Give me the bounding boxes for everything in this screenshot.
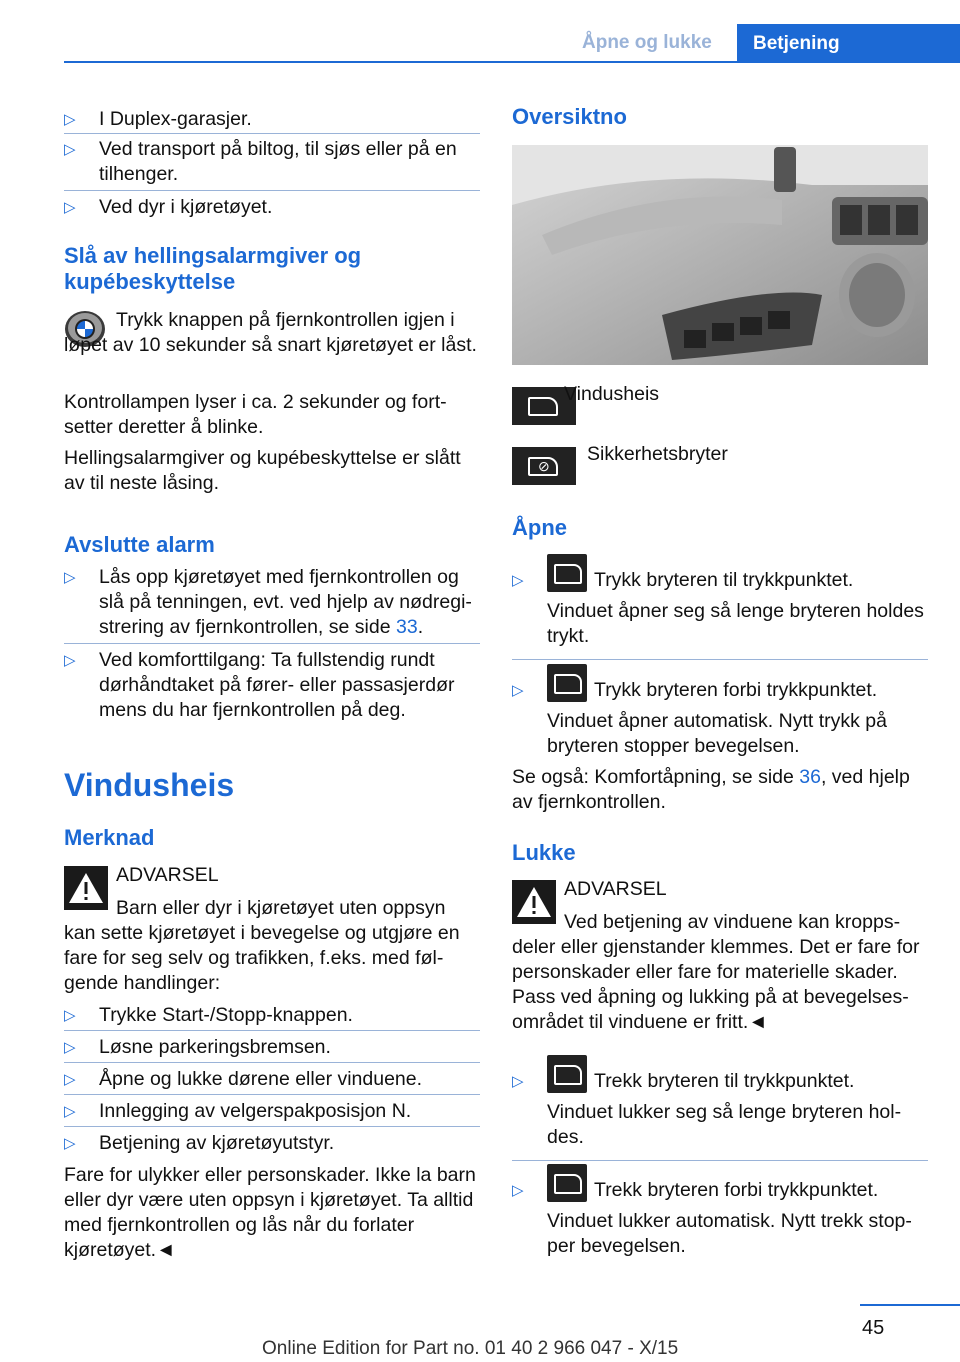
heading-tilt-alarm: Slå av hellingsalarmgiver og kupébeskyttelse: [64, 243, 362, 294]
list-item-text: Trykk bryteren til trykkpunktet.: [594, 569, 854, 591]
window-switch-icon: [547, 1164, 587, 1202]
list-item-text: Vinduet åpner automatisk. Nytt trykk på bryteren stopper bevegelsen.: [547, 710, 887, 757]
window-switch-icon: [547, 554, 587, 592]
triangle-bullet-icon: ▷: [64, 1103, 76, 1120]
page-number: 45: [862, 1317, 885, 1339]
tab-label: Betjening: [753, 33, 840, 54]
list-item-text: Åpne og lukke dørene eller vinduene.: [99, 1068, 423, 1090]
warning-conclusion: Fare for ulykker eller personskader. Ikke la barn eller dyr være uten oppsyn i kjøretøyet. Ta alltid med fjernkontrollen og lås når du forlater kjøretøyet.◄: [64, 1164, 476, 1261]
divider: [64, 1062, 480, 1063]
triangle-bullet-icon: ▷: [512, 1182, 524, 1199]
list-item-text: Ved dyr i kjøretøyet.: [99, 196, 273, 218]
triangle-bullet-icon: ▷: [512, 572, 524, 589]
page-link[interactable]: 36: [799, 766, 821, 788]
legend-label: Vindusheis: [564, 383, 660, 405]
page-link[interactable]: 33: [395, 616, 418, 638]
triangle-bullet-icon: ▷: [64, 1071, 76, 1088]
heading-overview: Oversiktno: [512, 104, 627, 129]
list-item-text: Trykke Start-/Stopp-knappen.: [99, 1004, 353, 1026]
list-item-text: Vinduet åpner seg så lenge bryteren holdes trykt.: [547, 600, 924, 647]
paragraph: Trykk knappen på fjernkontrollen igjen i løpet av 10 sekunder så snart kjøretøyet er låst.: [64, 309, 477, 356]
triangle-bullet-icon: ▷: [64, 652, 76, 669]
edition-note: Online Edition for Part no. 01 40 2 966 047 - X/15: [262, 1338, 679, 1359]
divider: [64, 1030, 480, 1031]
list-item-text: Ved transport på biltog, til sjøs eller på en tilhenger.: [99, 138, 457, 185]
divider: [64, 133, 480, 134]
paragraph: Kontrollampen lyser i ca. 2 sekunder og fortsetter deretter å blinke.: [64, 391, 447, 438]
triangle-bullet-icon: ▷: [64, 199, 76, 216]
legend-label: Sikkerhetsbryter: [587, 443, 728, 465]
header-rule: [64, 61, 960, 63]
triangle-bullet-icon: ▷: [512, 1073, 524, 1090]
text-span: , ved hjelp av fjernkontrollen.: [512, 766, 910, 813]
heading-open: Åpne: [512, 515, 567, 540]
triangle-bullet-icon: ▷: [512, 682, 524, 699]
list-item-text: I Duplex-garasjer.: [99, 108, 252, 130]
warning-label: ADVARSEL: [116, 864, 219, 886]
divider: [64, 1126, 480, 1127]
list-item-text: Vinduet lukker automatisk. Nytt trekk stopper bevegelsen.: [547, 1210, 912, 1257]
list-item-text: Vinduet lukker seg så lenge bryteren holdes.: [547, 1101, 902, 1148]
list-item-text: Løsne parkeringsbremsen.: [99, 1036, 331, 1058]
heading-window-lift: Vindusheis: [64, 767, 235, 803]
list-item-text: Trekk bryteren forbi trykkpunktet.: [594, 1179, 879, 1201]
text-span: Se også: Komfortåpning, se side: [512, 766, 800, 788]
window-switch-icon: [547, 664, 587, 702]
divider: [64, 643, 480, 644]
triangle-bullet-icon: ▷: [64, 1007, 76, 1024]
divider: [64, 1094, 480, 1095]
heading-end-alarm: Avslutte alarm: [64, 532, 215, 557]
paragraph: [512, 765, 928, 815]
divider: [64, 190, 480, 191]
list-item-text: Trekk bryteren til trykkpunktet.: [594, 1070, 855, 1092]
window-switch-icon: [547, 1055, 587, 1093]
section-breadcrumb: Åpne og lukke: [582, 32, 712, 53]
text-span: Lås opp kjøretøyet med fjernkontrollen og slå på tenningen, evt. ved hjelp av nødregistrering av fjernkontrollen, se side: [99, 566, 472, 638]
safety-switch-icon: [512, 447, 576, 485]
divider: [512, 659, 928, 660]
tab-betjening[interactable]: [737, 24, 960, 61]
heading-note: Merknad: [64, 825, 155, 850]
list-item-text: Ved komforttilgang: Ta fullstendig rundt dørhåndtaket på fører- eller passasjerdør mens du har fjernkontrollen på deg.: [99, 649, 455, 721]
text-span: .: [417, 616, 424, 638]
door-panel-photo: [512, 145, 928, 365]
triangle-bullet-icon: ▷: [64, 1135, 76, 1152]
warning-text: Ved betjening av vinduene kan kroppsdeler eller gjenstander klemmes. Det er fare for personskader eller fare for materielle skader. Pass ved åpning og lukking på at bevegelsesområdet til vinduene er fritt.◄: [512, 911, 920, 1033]
heading-close: Lukke: [512, 840, 576, 865]
warning-label: ADVARSEL: [564, 878, 667, 900]
list-item-text: Trykk bryteren forbi trykkpunktet.: [594, 679, 878, 701]
page-header: [0, 0, 960, 62]
triangle-bullet-icon: ▷: [64, 141, 76, 158]
list-item-text: Innlegging av velgerspakposisjon N.: [99, 1100, 412, 1122]
divider: [512, 1160, 928, 1161]
triangle-bullet-icon: ▷: [64, 1039, 76, 1056]
list-item-text: Betjening av kjøretøyutstyr.: [99, 1132, 335, 1154]
paragraph: Hellingsalarmgiver og kupébeskyttelse er slått av til neste låsing.: [64, 447, 461, 494]
triangle-bullet-icon: ▷: [64, 111, 76, 128]
warning-text: Barn eller dyr i kjøretøyet uten oppsyn kan sette kjøretøyet i bevegelse og utgjøre en fare for seg selv og trafikken, f.eks. med følgende handlinger:: [64, 897, 460, 994]
triangle-bullet-icon: ▷: [64, 569, 76, 586]
list-item-text: [99, 565, 480, 640]
footer-rule: [860, 1304, 960, 1306]
